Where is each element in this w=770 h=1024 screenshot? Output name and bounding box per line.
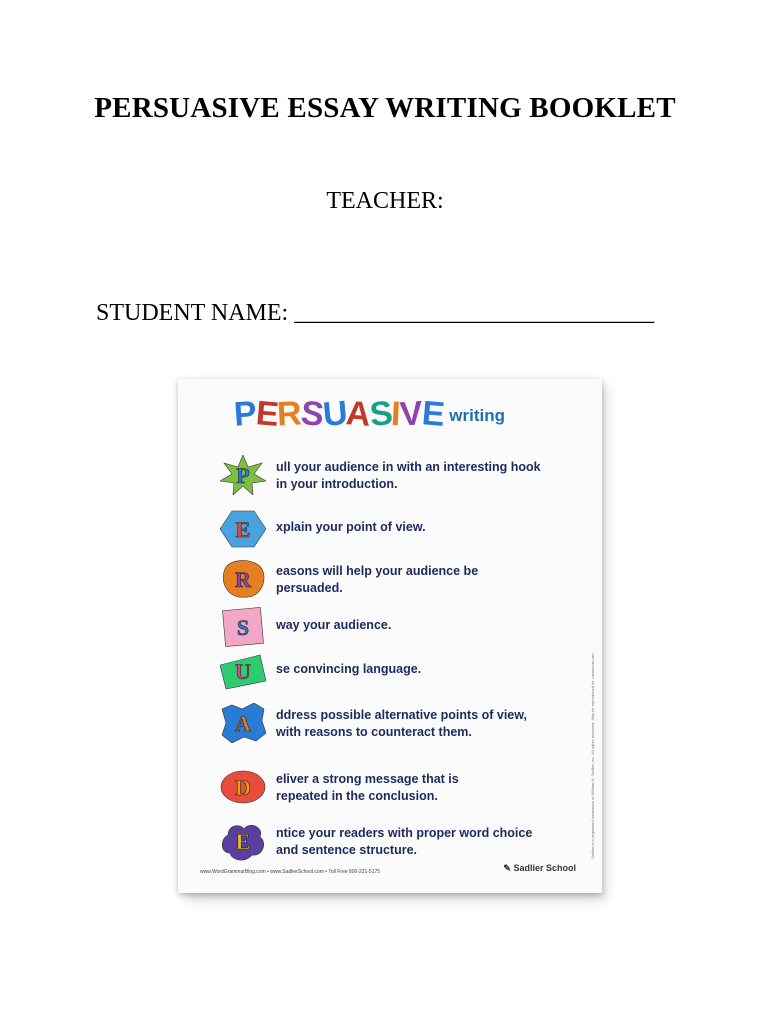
burst-badge-icon [220,703,266,743]
acrostic-item-body [276,617,391,634]
svg-text:E: E [235,829,251,854]
poster-title-letter: A [344,394,372,434]
svg-text:D: D [235,775,251,800]
acrostic-item-text: se convincing language. [276,662,422,676]
acrostic-item-text: eliver a strong message that is [276,772,459,786]
poster-copyright-note: Sadlier is a registered trademark of William H. Sadlier, Inc. All rights reserved. May be reproduced for classroom use. [590,652,595,859]
acrostic-item-body [276,661,421,678]
acrostic-item-body [276,563,478,597]
acrostic-item-text: way your audience. [276,618,392,632]
svg-text:A: A [235,711,251,736]
acrostic-item-body [276,519,426,536]
poster-title-letter: I [390,394,401,434]
sadlier-logo-icon: ✎ [503,863,514,873]
poster-footer-links: www.WordGrammarBlog.com • www.SadlierSchool.com • Toll Free 800-221-5175 [200,869,381,875]
poster-title-letter: R [276,394,302,434]
diamond-badge-icon [220,651,266,691]
acrostic-item-body [276,771,459,805]
oval-badge-icon [220,767,266,807]
page-title: PERSUASIVE ESSAY WRITING BOOKLET [94,92,676,124]
acrostic-item-text: easons will help your audience be [276,564,479,578]
poster-title-word [234,395,443,434]
poster-brand-label: Sadlier School [513,863,576,873]
poster-subtitle: writing [449,406,505,425]
acrostic-item-body [276,707,527,741]
poster-title-letter: E [420,394,445,434]
poster-title [234,395,505,435]
svg-text:R: R [235,567,251,592]
poster-brand [503,863,576,874]
student-name-label: STUDENT NAME: ______________________________ [96,300,655,326]
acrostic-item-text-continued: in your introduction. [276,477,398,491]
acrostic-item-body [276,825,532,859]
poster-title-letter: S [367,393,394,435]
svg-text:P: P [236,463,250,488]
poster-title-letter: U [320,394,348,434]
acrostic-item-text-continued: with reasons to counteract them. [276,725,472,739]
hexagon-badge-icon [220,509,266,549]
acrostic-item-body [276,459,541,493]
blob-badge-icon [220,559,266,599]
acrostic-item-text: xplain your point of view. [276,520,426,534]
svg-text:S: S [236,615,250,640]
poster-title-letter: P [232,394,257,434]
star-badge-icon [220,455,266,495]
teacher-label: TEACHER: [326,188,444,214]
acrostic-item-text-continued: persuaded. [276,581,343,595]
cloud-badge-icon [220,821,266,861]
persuasive-writing-poster [178,379,602,893]
square-badge-icon [220,607,266,647]
poster-title-letter: V [398,394,423,434]
acrostic-item-text: ull your audience in with an interesting hook [276,460,541,474]
poster-title-letter: S [299,393,325,435]
acrostic-item-text-continued: and sentence structure. [276,843,418,857]
acrostic-item-text-continued: repeated in the conclusion. [276,789,438,803]
acrostic-item-text: ddress possible alternative points of view, [276,708,527,722]
svg-text:U: U [235,659,251,684]
svg-text:E: E [235,517,251,542]
acrostic-item-text: ntice your readers with proper word choice [276,826,533,840]
poster-title-letter: E [254,394,280,434]
